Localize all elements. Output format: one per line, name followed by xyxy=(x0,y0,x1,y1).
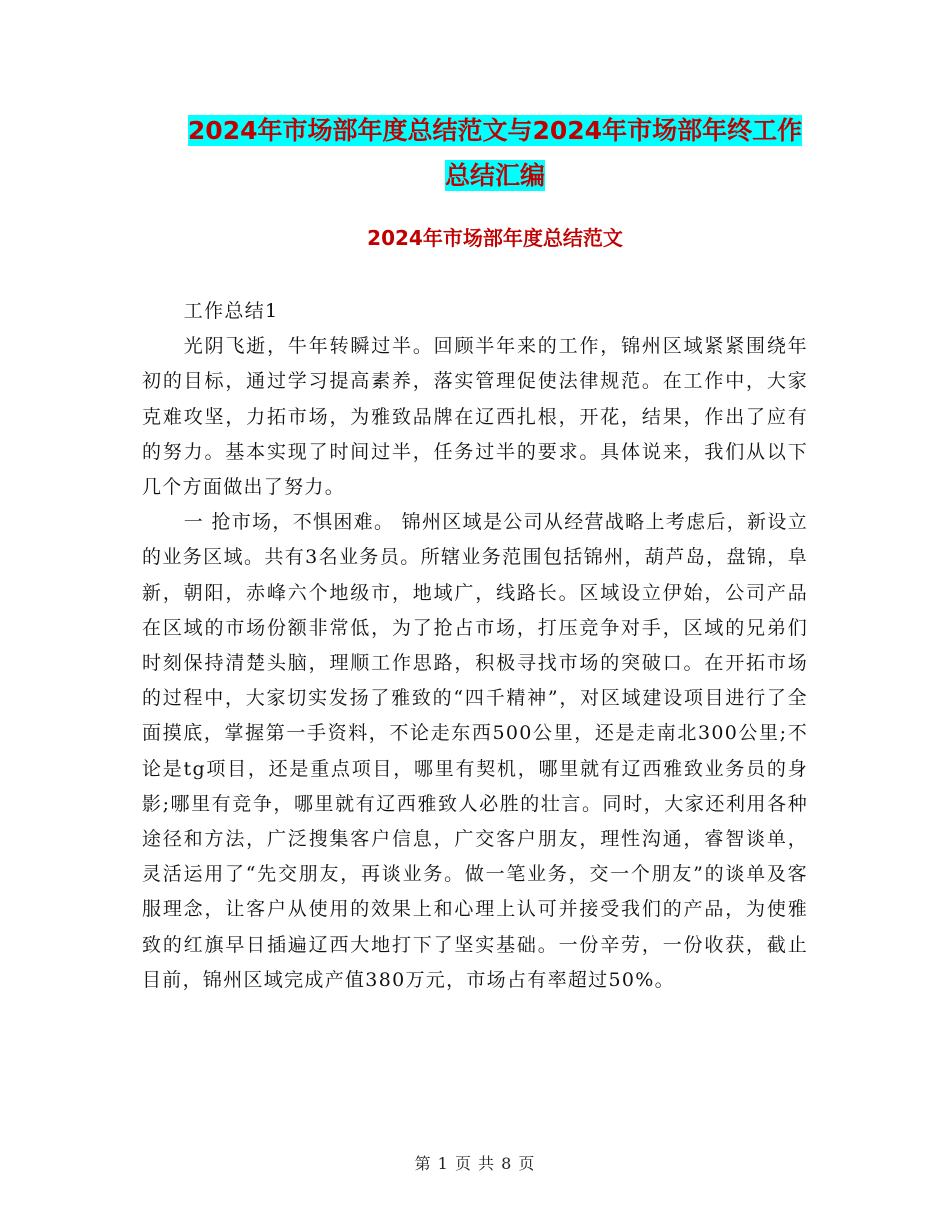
document-body xyxy=(142,294,808,998)
document-title-line-1: 2024年市场部年度总结范文与2024年市场部年终工作 xyxy=(187,116,803,145)
document-title-line-2: 总结汇编 xyxy=(444,161,545,190)
page-footer: 第 1 页 共 8 页 xyxy=(414,1154,536,1173)
document-title xyxy=(100,108,890,198)
paragraph-work-summary-label: 工作总结1 xyxy=(183,300,279,322)
paragraph-intro: 光阴飞逝，牛年转瞬过半。回顾半年来的工作，锦州区域紧紧围绕年初的目标，通过学习提高素养，落实管理促使法律规范。在工作中，大家克难攻坚，力拓市场，为雅致品牌在辽西扎根，开花，结果，作出了应有的努力。基本实现了时间过半，任务过半的要求。具体说来，我们从以下几个方面做出了努力。 xyxy=(142,335,808,499)
paragraph-market: 一 抢市场，不惧困难。 锦州区域是公司从经营战略上考虑后，新设立的业务区域。共有3名业务员。所辖业务范围包括锦州，葫芦岛，盘锦，阜新，朝阳，赤峰六个地级市，地域广，线路长。区域设立伊始，公司产品在区域的市场份额非常低，为了抢占市场，打压竞争对手，区域的兄弟们时刻保持清楚头脑，理顺工作思路，积极寻找市场的突破口。在开拓市场的过程中，大家切实发扬了雅致的“四千精神”，对区域建设项目进行了全面摸底，掌握第一手资料，不论走东西500公里，还是走南北300公里;不论是tg项目，还是重点项目，哪里有契机，哪里就有辽西雅致业务员的身影;哪里有竞争，哪里就有辽西雅致人必胜的壮言。同时，大家还利用各种途径和方法，广泛搜集客户信息，广交客户朋友，理性沟通，睿智谈单，灵活运用了“先交朋友，再谈业务。做一笔业务，交一个朋友”的谈单及客服理念，让客户从使用的效果上和心理上认可并接受我们的产品，为使雅致的红旗早日插遍辽西大地打下了坚实基础。一份辛劳，一份收获，截止目前，锦州区域完成产值380万元，市场占有率超过50%。 xyxy=(142,511,808,991)
section-heading: 2024年市场部年度总结范文 xyxy=(367,226,623,250)
